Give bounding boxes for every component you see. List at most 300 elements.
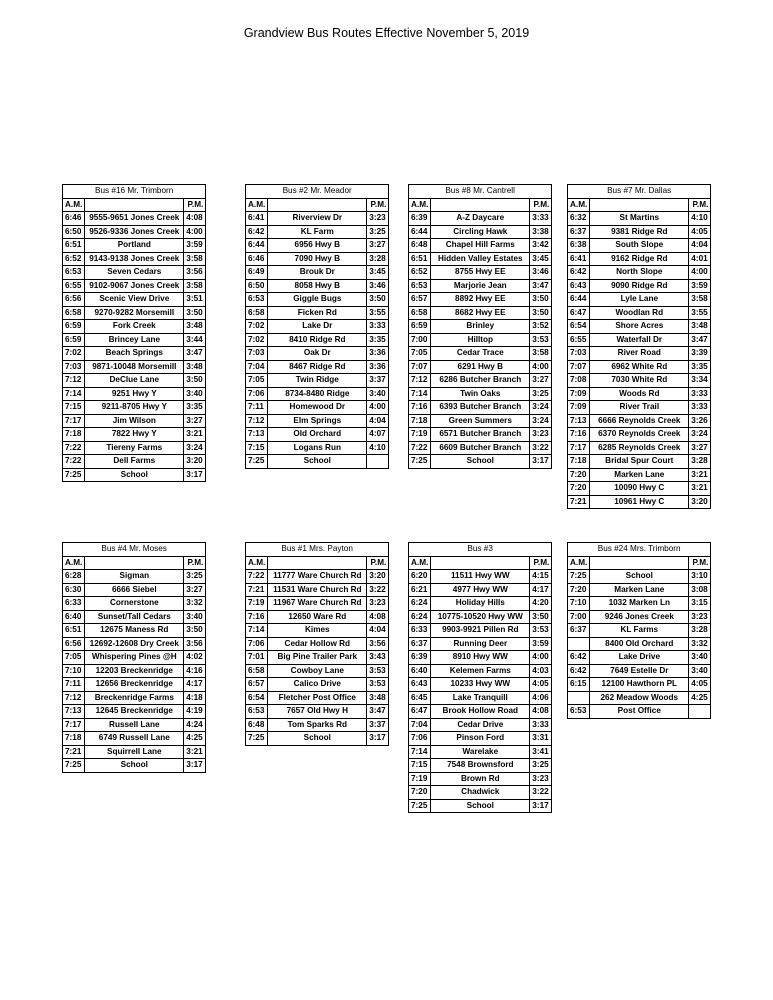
table-row (63, 455, 206, 469)
am-time: 6:49 (246, 266, 268, 280)
table-row (568, 225, 711, 239)
pm-time: 3:23 (530, 772, 552, 786)
stop-name: 9871-10048 Morsemill (85, 360, 184, 374)
stop-name: Twin Oaks (431, 387, 530, 401)
am-time: 7:06 (246, 637, 268, 651)
am-time: 7:20 (409, 786, 431, 800)
stop-name: River Road (590, 347, 689, 361)
stop-header (590, 198, 689, 212)
table-row (63, 718, 206, 732)
pm-time: 3:50 (184, 306, 206, 320)
table-row (409, 691, 552, 705)
stop-name: School (268, 732, 367, 746)
bus-name: Bus #2 Mr. Meador (246, 185, 389, 199)
pm-time: 3:31 (530, 732, 552, 746)
pm-header: P.M. (689, 556, 711, 570)
table-row (409, 387, 552, 401)
table-row (63, 414, 206, 428)
bus-name: Bus #16 Mr. Trimborn (63, 185, 206, 199)
pm-time: 3:50 (530, 306, 552, 320)
stop-header (85, 198, 184, 212)
pm-time: 3:22 (530, 441, 552, 455)
table-row (409, 441, 552, 455)
am-time: 7:14 (409, 387, 431, 401)
stop-name: Cornerstone (85, 597, 184, 611)
am-time: 6:59 (409, 320, 431, 334)
stop-name: 11967 Ware Church Rd (268, 597, 367, 611)
table-row (568, 212, 711, 226)
stop-name: 10233 Hwy WW (431, 678, 530, 692)
stop-name: 6571 Butcher Branch (431, 428, 530, 442)
pm-time: 3:10 (689, 570, 711, 584)
pm-time: 3:35 (689, 360, 711, 374)
pm-time: 3:58 (184, 279, 206, 293)
table-row (63, 651, 206, 665)
stop-name: 6291 Hwy B (431, 360, 530, 374)
am-time: 7:17 (568, 441, 590, 455)
pm-time: 4:17 (184, 678, 206, 692)
stop-name: 9381 Ridge Rd (590, 225, 689, 239)
pm-time: 4:05 (689, 225, 711, 239)
pm-time: 3:52 (530, 320, 552, 334)
pm-time: 3:50 (530, 610, 552, 624)
stop-name: Elm Springs (268, 414, 367, 428)
am-time: 6:53 (568, 705, 590, 719)
pm-time: 3:46 (530, 266, 552, 280)
am-time: 6:43 (568, 279, 590, 293)
am-time: 7:21 (246, 583, 268, 597)
am-time: 7:22 (63, 441, 85, 455)
pm-time: 4:04 (367, 624, 389, 638)
table-row (63, 360, 206, 374)
pm-header: P.M. (184, 556, 206, 570)
pm-time: 3:28 (689, 624, 711, 638)
stop-name: 12675 Maness Rd (85, 624, 184, 638)
table-row (246, 387, 389, 401)
am-header: A.M. (568, 198, 590, 212)
stop-name: School (85, 468, 184, 482)
pm-time: 3:50 (367, 293, 389, 307)
table-row (246, 225, 389, 239)
pm-time: 3:21 (689, 482, 711, 496)
table-row (63, 387, 206, 401)
stop-name: Lyle Lane (590, 293, 689, 307)
pm-time: 4:08 (184, 212, 206, 226)
stop-name: Portland (85, 239, 184, 253)
am-time: 7:05 (409, 347, 431, 361)
bus-route-table (408, 184, 552, 469)
stop-name: Brinley (431, 320, 530, 334)
am-time: 7:18 (63, 428, 85, 442)
am-time: 6:56 (63, 293, 85, 307)
table-row (246, 691, 389, 705)
table-row (63, 759, 206, 773)
pm-time: 3:08 (689, 583, 711, 597)
pm-time: 3:24 (530, 414, 552, 428)
table-row (568, 468, 711, 482)
pm-time: 3:42 (530, 239, 552, 253)
table-row (568, 239, 711, 253)
pm-time: 3:24 (530, 401, 552, 415)
am-time: 6:53 (246, 705, 268, 719)
table-row (246, 401, 389, 415)
stop-name: Beach Springs (85, 347, 184, 361)
table-row (568, 333, 711, 347)
pm-time: 3:34 (689, 374, 711, 388)
bus-title-row (409, 185, 552, 199)
bus-route-table (408, 542, 552, 813)
stop-name: 10775-10520 Hwy WW (431, 610, 530, 624)
pm-time: 3:23 (530, 428, 552, 442)
pm-time: 3:50 (184, 624, 206, 638)
bus-name: Bus #3 (409, 543, 552, 557)
pm-time: 3:35 (367, 333, 389, 347)
stop-header (268, 556, 367, 570)
stop-name: 9555-9651 Jones Creek (85, 212, 184, 226)
table-row (63, 428, 206, 442)
stop-name: 7822 Hwy Y (85, 428, 184, 442)
table-row (246, 414, 389, 428)
pm-time: 3:27 (184, 414, 206, 428)
stop-name: Lake Drive (590, 651, 689, 665)
am-time: 7:20 (568, 482, 590, 496)
pm-time: 3:47 (689, 333, 711, 347)
table-row (409, 401, 552, 415)
pm-time (367, 455, 389, 469)
table-row (409, 732, 552, 746)
table-row (246, 732, 389, 746)
column-header-row (63, 556, 206, 570)
table-row (568, 624, 711, 638)
bus-title-row (409, 543, 552, 557)
am-header: A.M. (568, 556, 590, 570)
pm-time: 3:33 (689, 401, 711, 415)
table-row (63, 252, 206, 266)
am-time: 7:12 (246, 414, 268, 428)
stop-name: Cedar Hollow Rd (268, 637, 367, 651)
am-time: 6:58 (409, 306, 431, 320)
table-row (568, 306, 711, 320)
stop-name: 12645 Breckenridge (85, 705, 184, 719)
pm-time: 3:48 (689, 320, 711, 334)
table-row (63, 745, 206, 759)
am-time: 7:03 (568, 347, 590, 361)
pm-time: 3:22 (530, 786, 552, 800)
am-time: 7:12 (63, 691, 85, 705)
stop-name: School (431, 455, 530, 469)
pm-time: 4:08 (367, 610, 389, 624)
am-time: 6:47 (568, 306, 590, 320)
pm-time: 3:41 (530, 745, 552, 759)
pm-time: 3:48 (184, 360, 206, 374)
pm-time: 3:37 (367, 718, 389, 732)
pm-time: 4:04 (689, 239, 711, 253)
stop-name: 7090 Hwy B (268, 252, 367, 266)
am-time: 6:37 (568, 225, 590, 239)
table-row (409, 678, 552, 692)
pm-time: 3:33 (530, 718, 552, 732)
stop-name: 9102-9067 Jones Creek (85, 279, 184, 293)
am-time: 6:51 (63, 624, 85, 638)
table-row (409, 374, 552, 388)
pm-time: 3:23 (367, 597, 389, 611)
am-time: 6:39 (409, 212, 431, 226)
table-row (246, 428, 389, 442)
am-time: 6:58 (246, 664, 268, 678)
pm-header: P.M. (184, 198, 206, 212)
stop-name: 8892 Hwy EE (431, 293, 530, 307)
am-time: 6:57 (246, 678, 268, 692)
stop-header (590, 556, 689, 570)
pm-time: 3:58 (184, 252, 206, 266)
stop-name: Scenic View Drive (85, 293, 184, 307)
pm-time: 4:00 (689, 266, 711, 280)
am-time: 7:25 (409, 455, 431, 469)
pm-time: 3:24 (184, 441, 206, 455)
stop-name: 6956 Hwy B (268, 239, 367, 253)
column-header-row (409, 556, 552, 570)
bus-route-table (567, 542, 711, 719)
stop-name: Jim Wilson (85, 414, 184, 428)
am-time: 6:42 (568, 664, 590, 678)
am-time: 7:04 (246, 360, 268, 374)
am-time: 7:16 (409, 401, 431, 415)
table-row (409, 718, 552, 732)
am-time: 7:02 (246, 333, 268, 347)
pm-time: 3:45 (530, 252, 552, 266)
am-time: 6:51 (409, 252, 431, 266)
stop-name: Circling Hawk (431, 225, 530, 239)
am-time: 6:41 (568, 252, 590, 266)
stop-name: School (85, 759, 184, 773)
stop-name: 8467 Ridge Rd (268, 360, 367, 374)
pm-time: 3:17 (184, 468, 206, 482)
pm-time: 3:23 (689, 610, 711, 624)
am-time: 7:06 (246, 387, 268, 401)
table-row (568, 664, 711, 678)
table-row (409, 624, 552, 638)
stop-header (431, 198, 530, 212)
am-time (568, 637, 590, 651)
am-time: 7:15 (63, 401, 85, 415)
am-time: 6:54 (246, 691, 268, 705)
pm-time: 3:25 (530, 387, 552, 401)
stop-name: 7649 Estelle Dr (590, 664, 689, 678)
table-row (568, 455, 711, 469)
pm-time: 4:20 (530, 597, 552, 611)
stop-name: 6285 Reynolds Creek (590, 441, 689, 455)
stop-name: Waterfall Dr (590, 333, 689, 347)
stop-name: Logans Run (268, 441, 367, 455)
am-time: 6:41 (246, 212, 268, 226)
table-row (568, 705, 711, 719)
pm-time: 3:35 (184, 401, 206, 415)
am-time: 7:05 (63, 651, 85, 665)
am-time: 6:42 (568, 266, 590, 280)
am-time: 7:21 (568, 495, 590, 509)
am-time: 6:42 (568, 651, 590, 665)
table-row (568, 347, 711, 361)
pm-time: 3:47 (367, 705, 389, 719)
pm-time: 3:25 (367, 225, 389, 239)
am-time: 7:18 (63, 732, 85, 746)
pm-time: 3:21 (689, 468, 711, 482)
column-header-row (63, 198, 206, 212)
stop-name: 9143-9138 Jones Creek (85, 252, 184, 266)
pm-time: 3:26 (689, 414, 711, 428)
am-time: 7:12 (409, 374, 431, 388)
stop-name: 8755 Hwy EE (431, 266, 530, 280)
stop-name: 4977 Hwy WW (431, 583, 530, 597)
pm-time: 3:27 (184, 583, 206, 597)
pm-time: 3:21 (184, 428, 206, 442)
stop-name: 9526-9336 Jones Creek (85, 225, 184, 239)
stop-name: Old Orchard (268, 428, 367, 442)
am-time: 6:37 (409, 637, 431, 651)
am-time: 7:05 (246, 374, 268, 388)
am-time: 7:18 (568, 455, 590, 469)
column-header-row (568, 198, 711, 212)
am-time: 6:44 (568, 293, 590, 307)
table-row (246, 441, 389, 455)
pm-time: 3:20 (367, 570, 389, 584)
stop-name: KL Farm (268, 225, 367, 239)
column-header-row (568, 556, 711, 570)
pm-time (689, 705, 711, 719)
am-time: 7:01 (246, 651, 268, 665)
stop-name: 12692-12608 Dry Creek (85, 637, 184, 651)
table-row (568, 279, 711, 293)
pm-time: 3:33 (367, 320, 389, 334)
pm-time: 3:33 (689, 387, 711, 401)
am-time: 6:53 (409, 279, 431, 293)
table-row (63, 279, 206, 293)
stop-name: KL Farms (590, 624, 689, 638)
bus-title-row (246, 185, 389, 199)
pm-time: 3:20 (689, 495, 711, 509)
stop-name: Warelake (431, 745, 530, 759)
table-row (409, 772, 552, 786)
pm-time: 3:32 (689, 637, 711, 651)
bus-route-table (567, 184, 711, 509)
am-time: 7:11 (246, 401, 268, 415)
stop-name: 7548 Brownsford (431, 759, 530, 773)
table-row (409, 414, 552, 428)
pm-time: 3:53 (530, 333, 552, 347)
stop-name: 9251 Hwy Y (85, 387, 184, 401)
am-time: 7:16 (568, 428, 590, 442)
stop-name: 9270-9282 Morsemill (85, 306, 184, 320)
stop-name: 6749 Russell Lane (85, 732, 184, 746)
bus-name: Bus #8 Mr. Cantrell (409, 185, 552, 199)
table-row (409, 786, 552, 800)
bus-title-row (568, 185, 711, 199)
am-time: 6:56 (63, 637, 85, 651)
stop-name: 11531 Ware Church Rd (268, 583, 367, 597)
table-row (246, 266, 389, 280)
pm-time: 3:33 (530, 212, 552, 226)
table-row (63, 401, 206, 415)
table-row (246, 360, 389, 374)
am-time: 6:24 (409, 597, 431, 611)
pm-time: 3:58 (689, 293, 711, 307)
stop-name: Post Office (590, 705, 689, 719)
table-row (246, 678, 389, 692)
am-time: 7:19 (246, 597, 268, 611)
am-time: 6:52 (63, 252, 85, 266)
table-row (409, 664, 552, 678)
am-time: 7:12 (63, 374, 85, 388)
bus-route-table (62, 542, 206, 773)
table-row (246, 306, 389, 320)
stop-name: St Martins (590, 212, 689, 226)
stop-name: 9090 Ridge Rd (590, 279, 689, 293)
table-row (409, 279, 552, 293)
table-row (246, 637, 389, 651)
table-row (568, 583, 711, 597)
am-time: 7:25 (409, 799, 431, 813)
bus-name: Bus #24 Mrs. Trimborn (568, 543, 711, 557)
table-row (63, 570, 206, 584)
pm-time: 3:55 (367, 306, 389, 320)
am-time: 6:46 (63, 212, 85, 226)
pm-time: 3:53 (367, 678, 389, 692)
pm-time: 3:56 (184, 637, 206, 651)
stop-header (268, 198, 367, 212)
pm-time: 4:07 (367, 428, 389, 442)
bus-title-row (246, 543, 389, 557)
table-row (409, 239, 552, 253)
pm-time: 3:51 (184, 293, 206, 307)
stop-name: Brook Hollow Road (431, 705, 530, 719)
table-row (246, 239, 389, 253)
table-row (409, 333, 552, 347)
stop-name: Marken Lane (590, 583, 689, 597)
pm-time: 3:40 (184, 610, 206, 624)
am-time: 7:03 (246, 347, 268, 361)
pm-time: 3:23 (367, 212, 389, 226)
table-row (409, 637, 552, 651)
table-row (568, 266, 711, 280)
pm-header: P.M. (367, 198, 389, 212)
pm-time: 3:45 (367, 266, 389, 280)
table-row (63, 333, 206, 347)
table-row (409, 212, 552, 226)
pm-time: 3:28 (689, 455, 711, 469)
table-row (63, 705, 206, 719)
pm-time: 4:00 (530, 651, 552, 665)
table-row (409, 225, 552, 239)
table-row (63, 347, 206, 361)
pm-time: 4:18 (184, 691, 206, 705)
pm-time: 4:10 (367, 441, 389, 455)
pm-time: 3:59 (689, 279, 711, 293)
am-time: 6:39 (409, 651, 431, 665)
table-row (568, 482, 711, 496)
bus-name: Bus #1 Mrs. Payton (246, 543, 389, 557)
am-time: 7:04 (409, 718, 431, 732)
table-row (63, 610, 206, 624)
stop-name: Sunset/Tall Cedars (85, 610, 184, 624)
stop-name: 6609 Butcher Branch (431, 441, 530, 455)
table-row (63, 441, 206, 455)
table-row (568, 651, 711, 665)
pm-time: 3:47 (530, 279, 552, 293)
table-row (409, 759, 552, 773)
am-header: A.M. (63, 198, 85, 212)
pm-time: 4:24 (184, 718, 206, 732)
am-time: 7:00 (568, 610, 590, 624)
